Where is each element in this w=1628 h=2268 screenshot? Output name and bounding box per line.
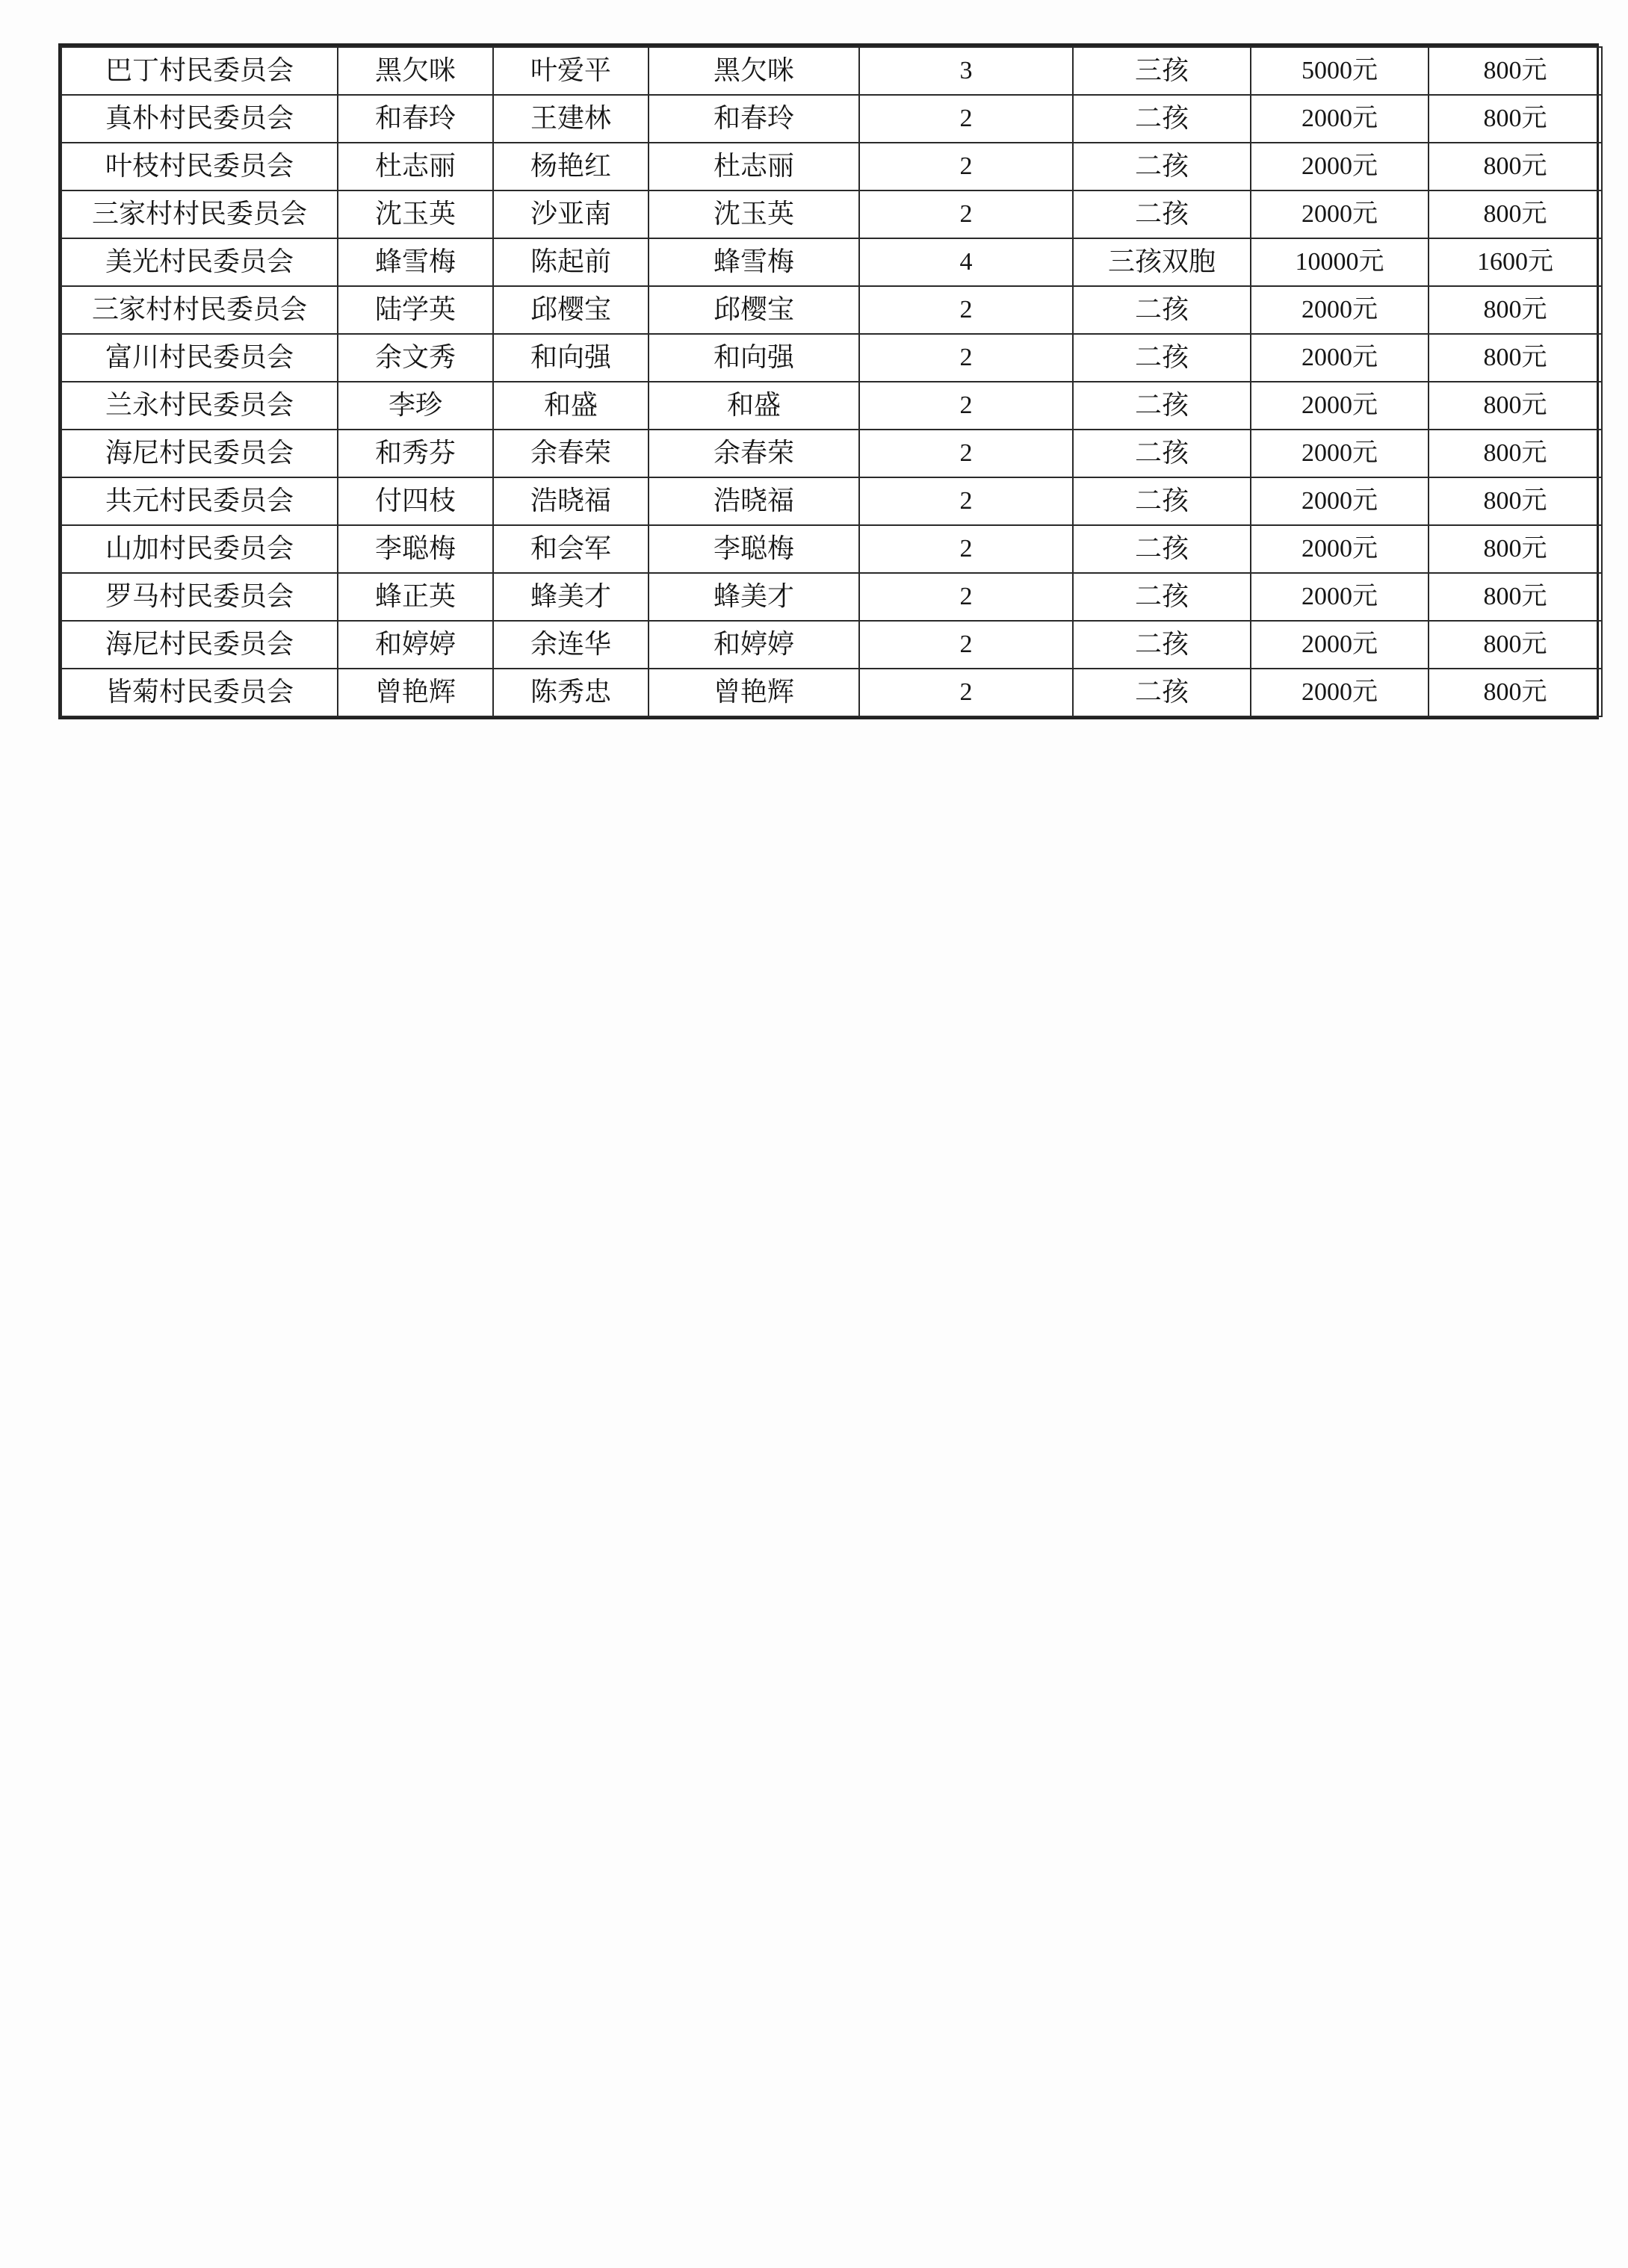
children-cell: 二孩: [1073, 430, 1251, 477]
children-cell: 二孩: [1073, 286, 1251, 334]
committee-cell: 巴丁村民委员会: [61, 47, 338, 95]
name-c-cell: 李聪梅: [649, 525, 859, 573]
table-row: [61, 47, 1602, 95]
subsidy-table-frame: [58, 43, 1599, 719]
subsidy-table: [61, 46, 1603, 717]
amount-cell: 5000元: [1251, 47, 1429, 95]
table-row: [61, 430, 1602, 477]
count-cell: 2: [859, 190, 1073, 238]
subsidy-cell: 800元: [1429, 669, 1602, 716]
name-a-cell: 陆学英: [338, 286, 493, 334]
children-cell: 二孩: [1073, 334, 1251, 382]
count-cell: 2: [859, 286, 1073, 334]
amount-cell: 2000元: [1251, 669, 1429, 716]
subsidy-cell: 800元: [1429, 573, 1602, 621]
table-row: [61, 477, 1602, 525]
committee-cell: 美光村民委员会: [61, 238, 338, 286]
name-a-cell: 蜂正英: [338, 573, 493, 621]
name-b-cell: 邱樱宝: [493, 286, 649, 334]
name-c-cell: 余春荣: [649, 430, 859, 477]
subsidy-cell: 800元: [1429, 621, 1602, 669]
amount-cell: 2000元: [1251, 95, 1429, 143]
subsidy-cell: 800元: [1429, 334, 1602, 382]
name-b-cell: 叶爱平: [493, 47, 649, 95]
name-c-cell: 黑欠咪: [649, 47, 859, 95]
name-a-cell: 沈玉英: [338, 190, 493, 238]
committee-cell: 海尼村民委员会: [61, 621, 338, 669]
name-a-cell: 李聪梅: [338, 525, 493, 573]
subsidy-cell: 800元: [1429, 143, 1602, 190]
name-b-cell: 余连华: [493, 621, 649, 669]
count-cell: 2: [859, 573, 1073, 621]
children-cell: 二孩: [1073, 477, 1251, 525]
count-cell: 2: [859, 669, 1073, 716]
amount-cell: 2000元: [1251, 621, 1429, 669]
table-row: [61, 573, 1602, 621]
committee-cell: 三家村村民委员会: [61, 190, 338, 238]
committee-cell: 叶枝村民委员会: [61, 143, 338, 190]
amount-cell: 10000元: [1251, 238, 1429, 286]
subsidy-cell: 800元: [1429, 190, 1602, 238]
committee-cell: 富川村民委员会: [61, 334, 338, 382]
amount-cell: 2000元: [1251, 382, 1429, 430]
name-b-cell: 和向强: [493, 334, 649, 382]
name-b-cell: 余春荣: [493, 430, 649, 477]
name-a-cell: 和秀芬: [338, 430, 493, 477]
name-a-cell: 杜志丽: [338, 143, 493, 190]
table-row: [61, 525, 1602, 573]
name-b-cell: 浩晓福: [493, 477, 649, 525]
name-a-cell: 李珍: [338, 382, 493, 430]
amount-cell: 2000元: [1251, 286, 1429, 334]
name-a-cell: 蜂雪梅: [338, 238, 493, 286]
table-row: [61, 334, 1602, 382]
children-cell: 三孩双胞: [1073, 238, 1251, 286]
committee-cell: 兰永村民委员会: [61, 382, 338, 430]
committee-cell: 山加村民委员会: [61, 525, 338, 573]
name-c-cell: 沈玉英: [649, 190, 859, 238]
name-c-cell: 和盛: [649, 382, 859, 430]
children-cell: 二孩: [1073, 621, 1251, 669]
table-row: [61, 95, 1602, 143]
name-c-cell: 杜志丽: [649, 143, 859, 190]
name-a-cell: 付四枝: [338, 477, 493, 525]
count-cell: 2: [859, 143, 1073, 190]
name-c-cell: 蜂美才: [649, 573, 859, 621]
name-b-cell: 王建林: [493, 95, 649, 143]
name-c-cell: 邱樱宝: [649, 286, 859, 334]
amount-cell: 2000元: [1251, 143, 1429, 190]
subsidy-cell: 800元: [1429, 382, 1602, 430]
table-row: [61, 382, 1602, 430]
committee-cell: 共元村民委员会: [61, 477, 338, 525]
committee-cell: 海尼村民委员会: [61, 430, 338, 477]
name-b-cell: 蜂美才: [493, 573, 649, 621]
subsidy-cell: 800元: [1429, 525, 1602, 573]
name-a-cell: 黑欠咪: [338, 47, 493, 95]
committee-cell: 真朴村民委员会: [61, 95, 338, 143]
subsidy-cell: 800元: [1429, 286, 1602, 334]
children-cell: 二孩: [1073, 382, 1251, 430]
committee-cell: 皆菊村民委员会: [61, 669, 338, 716]
count-cell: 2: [859, 430, 1073, 477]
count-cell: 4: [859, 238, 1073, 286]
name-b-cell: 和会军: [493, 525, 649, 573]
name-b-cell: 和盛: [493, 382, 649, 430]
subsidy-cell: 800元: [1429, 477, 1602, 525]
subsidy-cell: 800元: [1429, 47, 1602, 95]
amount-cell: 2000元: [1251, 573, 1429, 621]
name-c-cell: 和婷婷: [649, 621, 859, 669]
count-cell: 2: [859, 334, 1073, 382]
table-row: [61, 669, 1602, 716]
name-b-cell: 杨艳红: [493, 143, 649, 190]
amount-cell: 2000元: [1251, 334, 1429, 382]
name-c-cell: 浩晓福: [649, 477, 859, 525]
count-cell: 3: [859, 47, 1073, 95]
table-row: [61, 621, 1602, 669]
name-a-cell: 和婷婷: [338, 621, 493, 669]
name-c-cell: 蜂雪梅: [649, 238, 859, 286]
table-body: [61, 47, 1602, 716]
name-c-cell: 和春玲: [649, 95, 859, 143]
amount-cell: 2000元: [1251, 525, 1429, 573]
amount-cell: 2000元: [1251, 477, 1429, 525]
children-cell: 二孩: [1073, 143, 1251, 190]
count-cell: 2: [859, 477, 1073, 525]
table-row: [61, 286, 1602, 334]
committee-cell: 三家村村民委员会: [61, 286, 338, 334]
committee-cell: 罗马村民委员会: [61, 573, 338, 621]
children-cell: 二孩: [1073, 190, 1251, 238]
amount-cell: 2000元: [1251, 430, 1429, 477]
subsidy-cell: 800元: [1429, 95, 1602, 143]
count-cell: 2: [859, 382, 1073, 430]
count-cell: 2: [859, 95, 1073, 143]
name-a-cell: 和春玲: [338, 95, 493, 143]
count-cell: 2: [859, 621, 1073, 669]
count-cell: 2: [859, 525, 1073, 573]
name-b-cell: 沙亚南: [493, 190, 649, 238]
name-c-cell: 曾艳辉: [649, 669, 859, 716]
name-a-cell: 曾艳辉: [338, 669, 493, 716]
table-row: [61, 143, 1602, 190]
children-cell: 二孩: [1073, 573, 1251, 621]
name-c-cell: 和向强: [649, 334, 859, 382]
name-a-cell: 余文秀: [338, 334, 493, 382]
table-row: [61, 190, 1602, 238]
children-cell: 三孩: [1073, 47, 1251, 95]
children-cell: 二孩: [1073, 525, 1251, 573]
children-cell: 二孩: [1073, 669, 1251, 716]
subsidy-cell: 800元: [1429, 430, 1602, 477]
name-b-cell: 陈起前: [493, 238, 649, 286]
amount-cell: 2000元: [1251, 190, 1429, 238]
table-row: [61, 238, 1602, 286]
name-b-cell: 陈秀忠: [493, 669, 649, 716]
children-cell: 二孩: [1073, 95, 1251, 143]
subsidy-cell: 1600元: [1429, 238, 1602, 286]
